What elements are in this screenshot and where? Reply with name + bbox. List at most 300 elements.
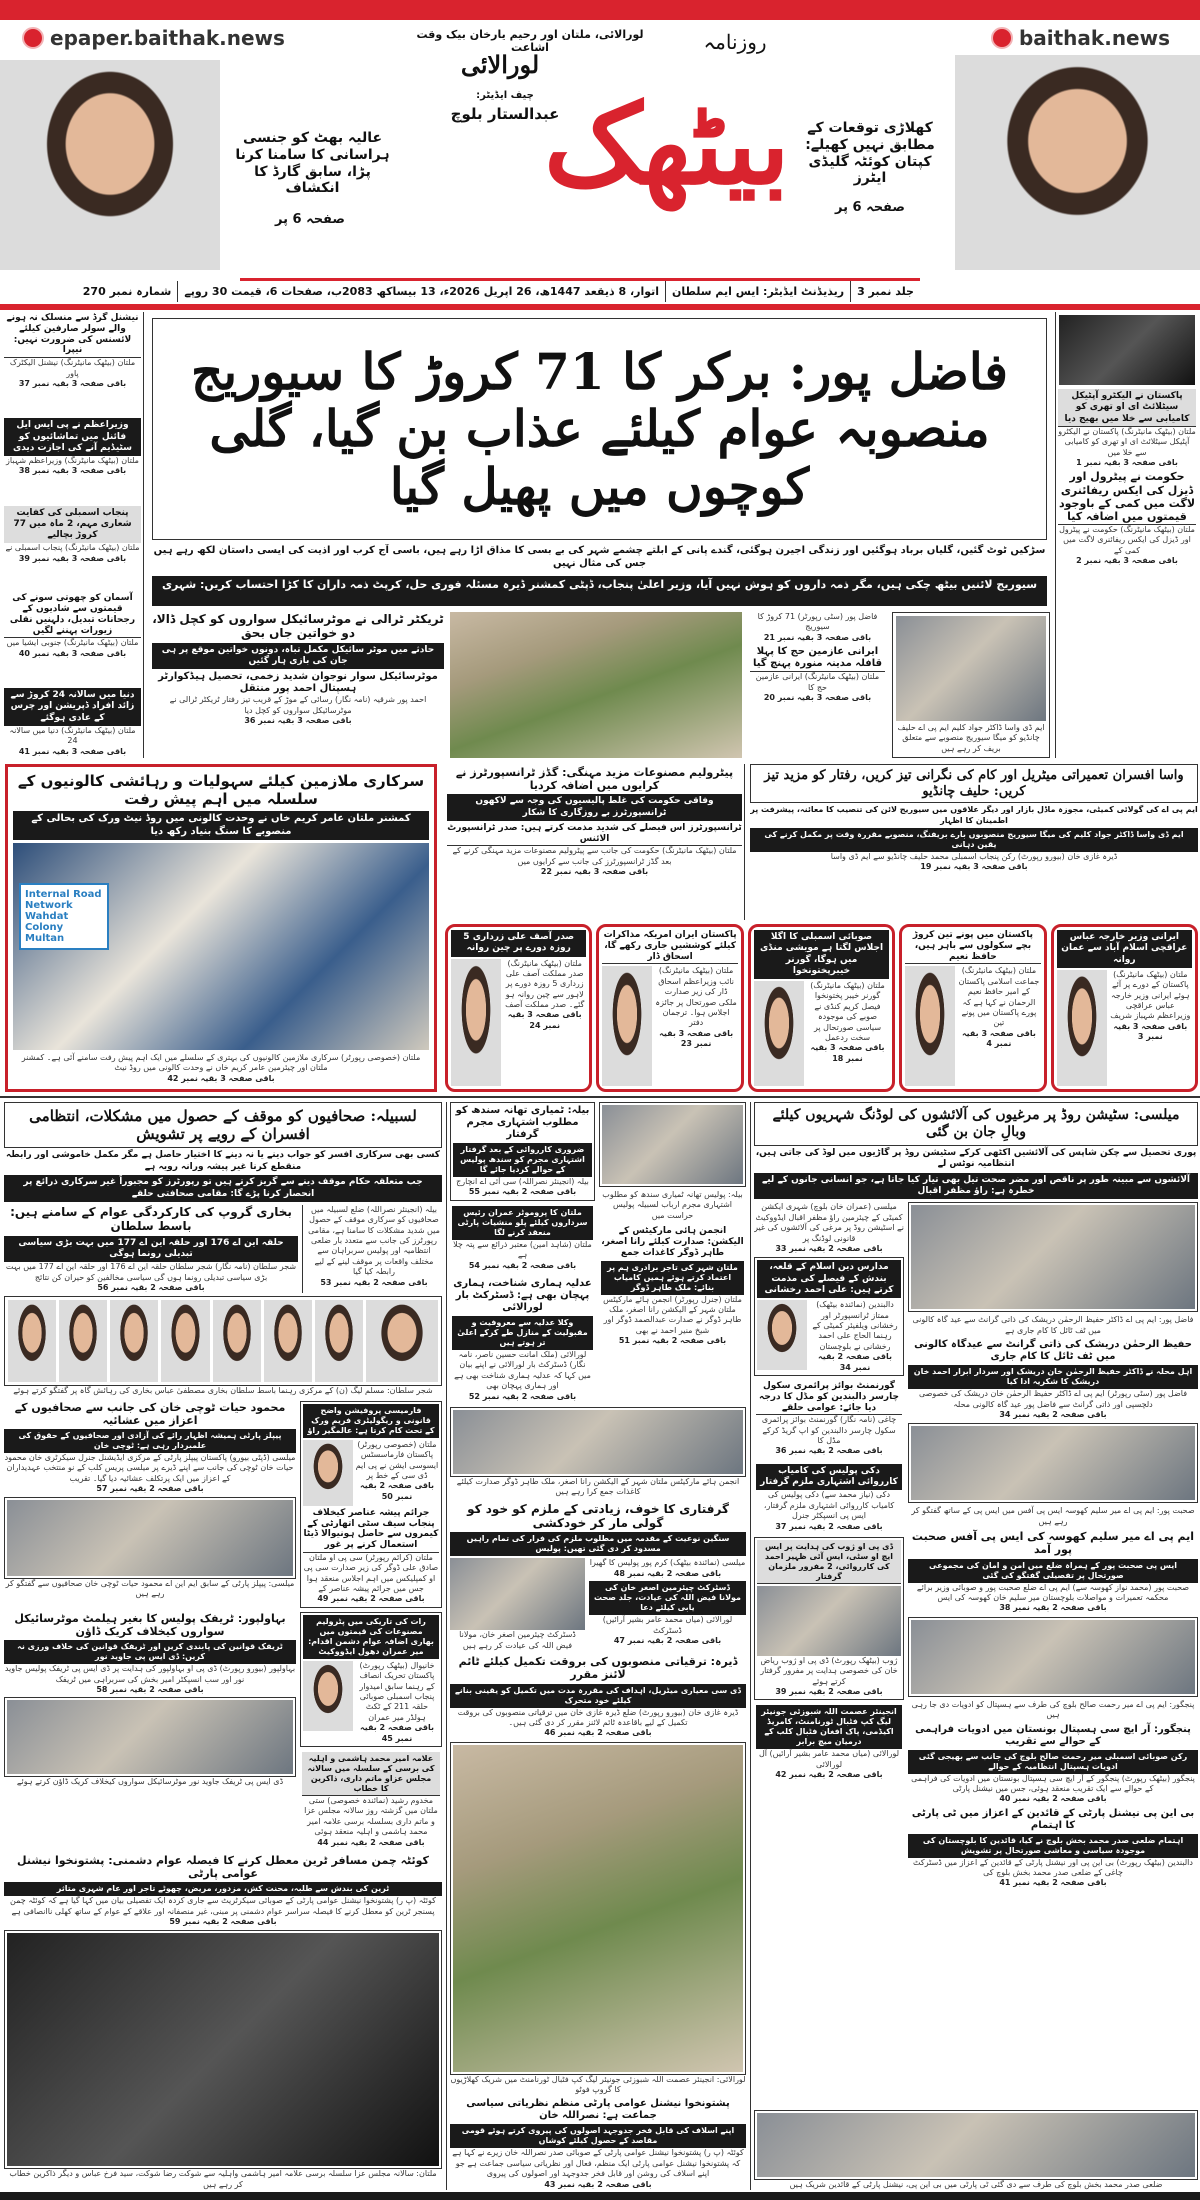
epaper-site-link[interactable] bbox=[22, 26, 285, 50]
bukhari-body: شجر سلطان (نامہ نگار) شجر سلطان حلقہ این اے 176 اور حلقہ این اے 177 میں بہت بڑی سیاسی تبدیلی رونما ہوں گی سیاسی مخالفین کو حیران کن نتائج bbox=[5, 1262, 297, 1282]
profile-headline[interactable]: پاکستان میں پونے تین کروڑ بچے سکولوں سے باہر ہیں، حافظ نعیم bbox=[905, 930, 1040, 964]
arrest-photo bbox=[602, 1105, 743, 1184]
bela-story[interactable] bbox=[450, 1102, 595, 1201]
crime-continued[interactable]: باقی صفحہ 2 بقیہ نمبر 49 bbox=[317, 1594, 425, 1604]
profile-continued[interactable]: باقی صفحہ 3 بقیہ نمبر 23 bbox=[659, 1028, 734, 1049]
sp-office-photo-box bbox=[908, 1423, 1198, 1503]
pharmacy-body: ملتان (خصوصی رپورٹر) پاکستان فارماسسٹس ایسوسی ایشن نے پی ایم ڈی سی کے خط پر bbox=[355, 1439, 439, 1480]
bela-left-col bbox=[450, 1102, 595, 1404]
dera-strap: ڈی سی معیاری میٹریل، اہداف کی مقررہ مدت میں تکمیل کو یقینی بنانے کیلئے خود متحرک bbox=[450, 1684, 746, 1708]
station-strap-1: پوری تحصیل سے چکن شاپس کی آلائشیں اکٹھی کرکے سٹیشن روڈ پر گاڑیوں میں لوڈ کی جاتی ہیں، انتظامیہ نوٹس لے bbox=[755, 1147, 1197, 1170]
petrol-story[interactable] bbox=[300, 1612, 442, 1747]
profile-boxes-row bbox=[445, 924, 1198, 1092]
left-item-continued[interactable]: باقی صفحہ 3 بقیہ نمبر 40 bbox=[18, 648, 127, 658]
profile-box[interactable] bbox=[596, 924, 743, 1092]
chairman-visit-headline[interactable]: ڈسٹرکٹ چیئرمین اصغر خان کی مولانا فیض اللہ کی عیادت، جلد صحت یابی کیلئے دعا bbox=[589, 1581, 746, 1615]
hospital-continued[interactable]: باقی صفحہ 2 بقیہ نمبر 40 bbox=[999, 1794, 1107, 1804]
tractor-strap-2: موٹرسائیکل سوار نوجوان شدید زخمی، تحصیل ہیڈکوارٹر ہسپتال احمد پور منتقل bbox=[158, 671, 438, 695]
bahawalpur-photo-box bbox=[4, 1697, 296, 1777]
portrait-photo bbox=[264, 1300, 312, 1382]
bahawalpur-photo-caption: ڈی ایس پی ٹریفک جاوید نور موٹرسائیکل سواروں کیخلاف کریک ڈاؤن کرتے ہوئے bbox=[16, 1777, 284, 1787]
madaris-body: دالبندین (نمائندہ بیٹھک) ممتاز ٹرانسپورٹر اور رخشانی ویلفیئر کمیٹی کے رہنما الحاج علی احمد رخشانی نے بلوچستان bbox=[812, 1300, 898, 1351]
school-story[interactable] bbox=[754, 1379, 904, 1459]
left-item-body: ملتان (بیٹھک مانیٹرنگ) وزیراعظم شہباز bbox=[6, 456, 139, 466]
featured-strap: کمشنر ملتان عامر کریم خاں نے وحدت کالونی میں روڈ نیٹ ورک کی بحالی کے منصوبے کا سنگ بنیاد رکھ دیا bbox=[13, 811, 429, 840]
sp-office-photo-caption: صحبت پور: ایم پی اے میر سلیم کھوسہ ایس پی آفس میں ایس پی کے ساتھ گفتگو کر رہے ہیں bbox=[911, 1506, 1195, 1526]
editions-line: لورالائی، ملتان اور رحیم یارخان بیک وقت اشاعت bbox=[416, 28, 644, 54]
profile-continued[interactable]: باقی صفحہ 3 بقیہ نمبر 3 bbox=[1113, 1021, 1188, 1042]
pharmacy-photo bbox=[303, 1440, 353, 1506]
left-item-continued[interactable]: باقی صفحہ 3 بقیہ نمبر 37 bbox=[18, 378, 127, 388]
pnap-body: کوئٹہ (پ ر) پشتونخوا نیشنل عوامی پارٹی کے صوبائی صدر نصراللہ خان زیرے نے کہا ہے کہ پشتونخوا نیشنل عوامی پارٹی ایک منظم، فعال اور نظریاتی سیاسی جماعت ہے جو اپنے اسلاف کی روشن اور قابل فخر جدوجہد اور اصولوں کی پیروی bbox=[452, 2148, 744, 2179]
bar-election-photo-box bbox=[450, 1407, 746, 1477]
lasbela-strap-2: جب متعلقہ حکام موقف دینے سے گریز کرتے ہیں تو رپورٹرز کو مجبوراً غیر سرکاری ذرائع پر انحصار کرنا پڑے گا: مقامی صحافتی حلقے bbox=[4, 1175, 442, 1202]
hospital-body: پنجگور (بیٹھک رپورٹ) پنجگور کے آر ایچ سی ہسپتال بونستان میں ادویات کی فراہمی کے حوالے سے ایک تقریب منعقد ہوئی، جس میں نیشنل پارٹی bbox=[911, 1773, 1195, 1793]
station-body: میلسی (عمران خان بلوچ) شہری ایکشن کمیٹی کے چیئرمین راؤ مظفر اقبال ایڈووکیٹ نے اسٹیشن روڈ پر مرغی کی آلائشوں کی غیر قانونی لوڈنگ پر bbox=[754, 1202, 904, 1243]
traffic-police-photo bbox=[7, 1700, 293, 1774]
station-headline[interactable]: میلسی: سٹیشن روڈ پر مرغیوں کی آلائشوں کی لوڈنگ شہریوں کیلئے وبالِ جان بن گئی bbox=[754, 1102, 1198, 1146]
right-item-body: ملتان (بیٹھک مانیٹرنگ) حکومت نے پیٹرول اور ڈیزل کی ایکس ریفائنری لاگت میں کمی کے bbox=[1059, 525, 1195, 555]
judiciary-story[interactable] bbox=[450, 1276, 595, 1404]
column-divider bbox=[750, 1102, 751, 2190]
tractor-story[interactable] bbox=[152, 612, 444, 758]
medical-strap: ایس پی صحبت پور کے ہمراہ ضلع میں امن و امان کی مجموعی صورتحال پر تفصیلی گفتگو کی گئی bbox=[908, 1559, 1198, 1583]
mahmood-photo-caption: میلسی: پیپلز پارٹی کے سابق ایم این اے محمود حیات ٹوچی خان صحافیوں سے گفتگو کر رہے ہیں bbox=[5, 1578, 295, 1599]
lasbela-bukhari-row bbox=[4, 1205, 442, 1293]
mahmood-continued[interactable]: باقی صفحہ 2 بقیہ نمبر 57 bbox=[96, 1484, 204, 1494]
sewage-flood-photo bbox=[450, 612, 742, 758]
bnp-body: دالبندین (بیٹھک رپورٹ) بی این پی اور نیشنل پارٹی کے قائدین کے اعزاز میں ڈسٹرکٹ چاغی کے ضلعی صدر محمد بخش بلوچ کی bbox=[913, 1857, 1193, 1878]
station-strap-2: آلائشوں سے مبینہ طور پر ناقص اور مضر صحت تیل بھی تیار کیا جاتا ہے، جو انسانی جانوں کے لیے خطرہ ہے: راؤ مظفر اقبال bbox=[754, 1173, 1198, 1200]
football-photo-box bbox=[450, 1742, 746, 2075]
site-url[interactable]: baithak.news bbox=[1018, 26, 1170, 50]
profile-continued[interactable]: باقی صفحہ 3 بقیہ نمبر 4 bbox=[961, 1028, 1036, 1049]
lead-headline[interactable]: فاضل پور: برکر کا 71 کروڑ کا سیوریج منصوبہ عوام کیلئے عذاب بن گیا، گلی کوچوں میں پھیل گیا bbox=[190, 341, 1009, 516]
right-item-body: ملتان (بیٹھک مانیٹرنگ) پاکستان نے الیکٹرو آپٹیکل سیٹلائٹ ای او تھری کو کامیابی سے خلا میں bbox=[1058, 426, 1196, 457]
profile-headline[interactable]: ایرانی وزیر خارجہ عباس عراقچی اسلام آباد سے عمان روانہ bbox=[1057, 930, 1192, 968]
bahawalpur-headline[interactable]: بہاولپور: ٹریفک پولیس کا بغیر ہیلمٹ موٹرسائیکل سواروں کیخلاف کریک ڈاؤن bbox=[14, 1611, 286, 1639]
mahmood-story[interactable] bbox=[4, 1401, 296, 1608]
bottom-bar bbox=[0, 2192, 1200, 2200]
section-divider bbox=[0, 1096, 1200, 1098]
suicide-strap: سنگین نوعیت کے مقدمہ میں مطلوب ملزم کی فرار کی تمام راہیں مسدود کر دی گئی تھیں: پولیس bbox=[450, 1532, 746, 1556]
column-c-narrow bbox=[754, 1202, 904, 2106]
left-item[interactable] bbox=[2, 592, 143, 660]
crime-body: ملتان (کرائم رپورٹر) سی پی او ملتان صادق علی ڈوگر کی زیر صدارت سی پی او کمپلیکس میں اہم اجلاس منعقد ہوا جس میں جرائم پیشہ عناصر کے bbox=[303, 1552, 439, 1594]
madaris-continued[interactable]: باقی صفحہ 2 بقیہ نمبر 34 bbox=[818, 1352, 892, 1372]
majlis-photo-box bbox=[4, 1930, 442, 2169]
portrait-photo bbox=[315, 1300, 363, 1382]
chief-editor-name: عبدالستار بلوچ bbox=[450, 105, 560, 123]
left-item-body: ملتان (بیٹھک مانیٹرنگ) پنجاب اسمبلی نے bbox=[5, 543, 140, 553]
right-item-headline[interactable]: پاکستان نے الیکٹرو آپٹیکل سیٹلائٹ ای او تھری کو کامیابی سے خلا میں بھیج دیا bbox=[1058, 389, 1196, 427]
profile-photo bbox=[602, 966, 652, 1086]
red-rule-bottom bbox=[0, 304, 1200, 310]
football-team-photo bbox=[453, 1745, 743, 2072]
lower-column-c bbox=[754, 1102, 1198, 2190]
sewerage-story[interactable] bbox=[750, 764, 1198, 920]
pharmacy-headline[interactable]: فارمیسی پروفیشن واضح قانونی و ریگولیٹری فریم ورک کے تحت کام کرتا ہے: عالمگیر راؤ bbox=[303, 1404, 439, 1438]
petrol-headline[interactable]: رات کی تاریکی میں پٹرولیم مصنوعات کی قیمتوں میں بھاری اضافہ عوام دشمن اقدام: میر عمران دھول ایڈووکیٹ bbox=[303, 1615, 439, 1659]
left-item[interactable] bbox=[2, 417, 143, 478]
suicide-body: میلسی (نمائندہ بیٹھک) کرم پور پولیس کا گھیرا bbox=[589, 1558, 746, 1568]
multan-race-body: ملتان (شاہد امین) معتبر ذرائع سے پتہ چلا ہے bbox=[453, 1239, 592, 1260]
profile-headline[interactable]: صوبائی اسمبلی کا اگلا اجلاس لگتا ہے مویشی منڈی میں ہوگا، گورنر خیبرپختونخوا bbox=[754, 930, 889, 979]
madaris-headline[interactable]: مدارس دین اسلام کے قلعہ، بندش کے فیصلے کی مذمت کرتے ہیں: علی احمد رخشانی bbox=[757, 1260, 901, 1298]
station-body-col bbox=[754, 1202, 904, 1254]
judiciary-strap: وکلا عدلیہ سے معروفیت و مقبولیت کے منازل طے کرکے اعلیٰ تر ہوتے ہیں bbox=[452, 1316, 593, 1350]
portrait-photo bbox=[161, 1300, 209, 1382]
chairman-visit-continued[interactable]: باقی صفحہ 2 بقیہ نمبر 47 bbox=[613, 1636, 722, 1646]
bar-election-continued[interactable]: باقی صفحہ 2 بقیہ نمبر 51 bbox=[618, 1336, 727, 1346]
bukhari-continued[interactable]: باقی صفحہ 2 بقیہ نمبر 56 bbox=[97, 1282, 205, 1292]
dugi-police-story[interactable] bbox=[754, 1462, 904, 1534]
portrait-photo bbox=[213, 1300, 261, 1382]
right-item-continued[interactable]: باقی صفحہ 3 بقیہ نمبر 1 bbox=[1076, 457, 1178, 467]
sewerage-strap-1: ایم پی اے کی گولائی کمیٹی، مجوزہ ماڈل بازار اور دیگر علاقوں میں سیوریج لائن کی تنصیب کا معائنہ، پیشرفت پر اطمینان کا اظہار bbox=[750, 805, 1198, 825]
pnap-story[interactable] bbox=[450, 2098, 746, 2190]
petrol-photo bbox=[303, 1661, 353, 1731]
lead-headline-box[interactable] bbox=[152, 318, 1047, 540]
teaser-right-headline[interactable]: کھلاڑی توقعات کے مطابق نہیں کھیلے: کپتان کوئٹہ گلیڈی ایٹرز bbox=[805, 120, 935, 187]
profile-continued[interactable]: باقی صفحہ 3 بقیہ نمبر 24 bbox=[507, 1010, 582, 1030]
left-item-body: ملتان (بیٹھک مانیٹرنگ) دنیا میں سالانہ 24 bbox=[9, 725, 136, 746]
dpo-continued[interactable]: باقی صفحہ 2 بقیہ نمبر 39 bbox=[775, 1687, 883, 1697]
station-photo-box bbox=[908, 1202, 1198, 1312]
multan-race-headline[interactable]: ملتان کا پروموٹر عمران رئیس سرداروں کیلئے پلو منشیات پارٹی منعقد کرنے لگا bbox=[452, 1206, 593, 1240]
profile-body: ملتان (بیٹھک مانیٹرنگ) جماعت اسلامی پاکستان کے امیر حافظ نعیم الرحمان نے کہا ہے کہ پورے پاکستان میں پونے تین bbox=[958, 966, 1040, 1028]
teaser-left-headline[interactable]: عالیہ بھٹ کو جنسی ہراسانی کا سامنا کرنا پڑا، سابق گارڈ کا انکشاف bbox=[235, 130, 390, 197]
left-item-body: ملتان (بیٹھک مانیٹرنگ) جنوبی ایشیا میں bbox=[6, 638, 139, 648]
tractor-headline[interactable]: ٹریکٹر ٹرالی نے موٹرسائیکل سواروں کو کچل ڈالا، دو خواتین جاں بحق bbox=[152, 612, 444, 641]
school-continued[interactable]: باقی صفحہ 2 بقیہ نمبر 36 bbox=[775, 1446, 883, 1456]
football-headline[interactable]: انجینئر عصمت اللہ شبوزئی جونیئر لیگ کپ فٹبال ٹورنامنٹ، کامریڈ اکیڈمی، پاک افغان فٹبال کلب کے درمیان میچ برابر bbox=[756, 1705, 902, 1749]
majlis-headline[interactable]: علامہ امیر محمد ہاشمی و اہلیہ کی برسی کے سلسلہ میں سالانہ مجلس عزاو ماتم داری، ذاکرین کا خطاب bbox=[302, 1752, 440, 1796]
teaser-right-photo bbox=[955, 55, 1200, 270]
medicine-handover-photo bbox=[911, 1620, 1195, 1694]
teaser-right-page-ref[interactable]: صفحہ 6 پر bbox=[835, 200, 905, 215]
chief-editor-label: چیف ایڈیٹر: bbox=[476, 90, 534, 101]
transport-story[interactable] bbox=[445, 764, 745, 920]
bar-election-strap: ملتان شہر کی تاجر برادری ہم پر اعتماد کرتے ہوئے ہمیں کامیاب بنائے: ملک طاہر ڈوگر bbox=[601, 1261, 744, 1295]
tea-party-photo-caption: ضلعی صدر محمد بخش بلوچ کی طرف سے دی گئی ٹی پارٹی میں بی این پی، نیشنل پارٹی کے قائدین شریک ہیں bbox=[789, 2179, 1163, 2189]
football-story[interactable] bbox=[754, 1703, 904, 1782]
globe-icon bbox=[22, 27, 44, 49]
profile-box[interactable] bbox=[748, 924, 895, 1092]
mahmood-photo-box bbox=[4, 1497, 296, 1579]
satellite-photo bbox=[1059, 315, 1195, 385]
bukhari-headline[interactable]: بخاری گروپ کی کارکردگی عوام کے سامنے ہیں: باسط سلطان bbox=[10, 1204, 292, 1234]
meeting-photo-caption: ایم ڈی واسا ڈاکٹر جواد کلیم ایم پی اے حلیف چانڈیو کو میگا سیوریج منصوبے سے متعلق بریف کر رہے ہیں bbox=[897, 722, 1045, 753]
bela-body: بیلہ (انجینئر نصراللہ) سی آئی اے انچارج bbox=[456, 1177, 589, 1186]
mahmood-headline[interactable]: محمود حیات ٹوچی خان کی جانب سے صحافیوں کے اعزاز میں عشائیہ bbox=[14, 1400, 286, 1427]
epaper-url[interactable]: epaper.baithak.news bbox=[50, 26, 285, 50]
medical-continued[interactable]: باقی صفحہ 2 بقیہ نمبر 38 bbox=[999, 1603, 1107, 1613]
quetta-train-story[interactable] bbox=[4, 1854, 442, 1928]
dera-story[interactable] bbox=[450, 1655, 746, 1739]
suicide-continued[interactable]: باقی صفحہ 2 بقیہ نمبر 48 bbox=[613, 1568, 722, 1578]
dugi-police-continued[interactable]: باقی صفحہ 2 بقیہ نمبر 37 bbox=[775, 1521, 883, 1531]
left-item-continued[interactable]: باقی صفحہ 3 بقیہ نمبر 38 bbox=[18, 466, 127, 476]
meeting-photo bbox=[896, 616, 1046, 721]
majlis-photo bbox=[7, 1933, 439, 2166]
lead-body: فاضل پور (سٹی رپورٹر) 71 کروڑ کا سیوریج bbox=[757, 612, 878, 632]
profile-photo bbox=[905, 966, 955, 1086]
sewerage-headline[interactable]: واسا افسران تعمیراتی میٹریل اور کام کی نگرانی تیز کریں، رفتار کو مزید تیز کریں: حلیف چانڈیو bbox=[750, 764, 1198, 803]
foundation-plaque: Internal Road Network Wahdat Colony Multan bbox=[19, 883, 109, 950]
lead-strap-1: سڑکیں ٹوٹ گئیں، گلیاں برباد ہوگئیں اور زندگی اجیرن ہوگئی، گندے پانی کے ابلتے چشمے شہر کی بے بسی کا مذاق اڑا رہے ہیں، باسی آج کرب اور اذیت کی ایسی داستان لکھ رہے ہیں جس کی مثال نہیں bbox=[153, 545, 1046, 569]
right-item-headline[interactable]: حکومت نے پیٹرول اور ڈیزل کی ایکس ریفائنری لاگت میں کمی کے باوجود قیمتوں میں اضافہ کیا bbox=[1058, 470, 1196, 525]
right-item-continued[interactable]: باقی صفحہ 3 بقیہ نمبر 2 bbox=[1076, 556, 1178, 566]
profile-body: ملتان (بیٹھک مانیٹرنگ) پاکستان کے دورے پر آئے ہوئے ایرانی وزیر خارجہ عباس عراقچی وزیراعظم شہباز شریف bbox=[1110, 969, 1191, 1021]
profile-box[interactable] bbox=[899, 924, 1046, 1092]
dpo-headline[interactable]: ڈی پی او ژوب کی ہدایت پر ایس ایچ او سٹی، ایس آئی ظہیر احمد کی کارروائی، 2 مفرور ملزمان گرفتار bbox=[757, 1540, 901, 1584]
profile-box[interactable] bbox=[445, 924, 592, 1092]
lower-column-b bbox=[450, 1102, 746, 2190]
profile-body: ملتان (بیٹھک مانیٹرنگ) گورنر خیبر پختونخوا فیصل کریم کنڈی نے صوبے کی موجودہ سیاسی صورتحال پر سخت ردعمل bbox=[810, 981, 885, 1042]
profile-photo bbox=[451, 959, 501, 1087]
globe-icon bbox=[991, 27, 1013, 49]
dpo-body: ژوب (بیٹھک رپورٹ) ڈی پی او ژوب ریاض خان کی خصوصی ہدایت پر مفرور گرفتار کرتے ہوئے bbox=[760, 1655, 898, 1686]
school-headline[interactable]: گورنمنٹ بوائز پرائمری سکول چارسر دالبندین کو مڈل کا درجہ دیا جائے: عوامی حلقے bbox=[756, 1381, 902, 1415]
bahawalpur-continued[interactable]: باقی صفحہ 2 بقیہ نمبر 58 bbox=[96, 1685, 204, 1695]
chairman-visit-caption: ڈسٹرکٹ چیئرمین اصغر خان، مولانا فیض اللہ کی عیادت کر رہے ہیں bbox=[459, 1630, 576, 1650]
transport-headline[interactable]: پیٹرولیم مصنوعات مزید مہنگی: گڈز ٹرانسپورٹرز نے کرایوں میں اضافہ کردیا bbox=[455, 766, 734, 793]
profile-box[interactable] bbox=[1051, 924, 1198, 1092]
portrait-photo bbox=[366, 1300, 438, 1382]
featured-headline[interactable]: سرکاری ملازمین کیلئے سہولیات و رہائشی کالونیوں کے سلسلہ میں اہم پیش رفت bbox=[17, 772, 425, 808]
suicide-story[interactable] bbox=[450, 1502, 746, 1652]
hospital-headline[interactable]: پنجگور: آر ایچ سی ہسپتال بونستان میں ادویات فراہمی کے حوالے سے تقریب bbox=[915, 1723, 1191, 1747]
profile-photo bbox=[1057, 970, 1107, 1086]
profile-headline[interactable]: صدر آصف علی زرداری 5 روزہ دورے پر چین روانہ bbox=[451, 930, 586, 957]
bela-photo-caption: بیلہ: پولیس تھانہ ٹمیاری سندھ کو مطلوب اشتہاری مجرم ارباب لسبیلہ پولیس حراست میں bbox=[602, 1190, 743, 1220]
right-item[interactable] bbox=[1056, 388, 1198, 469]
left-item[interactable] bbox=[2, 312, 143, 390]
transport-strap-1: وفاقی حکومت کی غلط پالیسیوں کی وجہ سے لاکھوں ٹرانسپورٹرز بے روزگاری کا شکار bbox=[447, 794, 742, 821]
suicide-headline[interactable]: گرفتاری کا خوف، زیادتی کے ملزم کو خود کو گولی مار کر خودکشی bbox=[467, 1501, 729, 1531]
column-divider bbox=[446, 1102, 447, 2190]
left-item-headline[interactable]: نیشنل گرڈ سے منسلک نہ ہونے والے سولر صارفین کیلئے لائسنس کی ضرورت نہیں: نیپرا bbox=[4, 313, 141, 358]
featured-photo bbox=[13, 843, 429, 1050]
dera-continued[interactable]: باقی صفحہ 2 بقیہ نمبر 46 bbox=[544, 1728, 652, 1738]
tuff-tile-headline[interactable]: حفیظ الرحمٰن دریشک کی ذاتی گرانٹ سے عیدگاہ کالونی میں ٹف ٹائل کا کام جاری bbox=[914, 1339, 1192, 1363]
medicine-photo-caption: پنجگور: ایم پی اے میر رحمت صالح بلوچ کی طرف سے ہسپتال کو ادویات دی جا رہی ہیں bbox=[911, 1699, 1195, 1720]
madaris-photo bbox=[757, 1300, 807, 1370]
issue-number: شمارہ نمبر 270 bbox=[82, 285, 172, 298]
profile-headline[interactable]: پاکستان ایران امریکہ مذاکرات کیلئے کوششیں جاری رکھے گا، اسحاق ڈار bbox=[602, 930, 737, 964]
left-item-headline[interactable]: وزیراعظم نے پی ایس ایل فائنل میں تماشائیوں کو سٹیڈیم آنے کی اجازت دیدی bbox=[4, 418, 141, 456]
tuff-tile-continued[interactable]: باقی صفحہ 2 بقیہ نمبر 34 bbox=[999, 1410, 1107, 1420]
bukhari-story[interactable] bbox=[4, 1205, 298, 1293]
dugi-police-headline[interactable]: دکی پولیس کی کامیاب کارروائی اشتہاری ملزم گرفتار bbox=[756, 1464, 902, 1491]
madaris-story[interactable] bbox=[754, 1257, 904, 1375]
football-continued[interactable]: باقی صفحہ 2 بقیہ نمبر 42 bbox=[775, 1770, 883, 1780]
lasbela-continued[interactable]: باقی صفحہ 2 بقیہ نمبر 53 bbox=[320, 1277, 428, 1287]
judiciary-headline[interactable]: عدلیہ ہماری شناخت، ہماری پہچان بھی ہے: ڈسٹرکٹ بار لورالائی bbox=[453, 1277, 592, 1313]
bukhari-photo-caption: شجر سلطان: مسلم لیگ (ن) کے مرکزی رہنما باسط سلطان بخاری مصطفیٰ عباس بخاری کی رہائش گاہ پر گفتگو کرتے ہوئے bbox=[13, 1386, 433, 1396]
hospital-story[interactable] bbox=[908, 1724, 1198, 1805]
station-photo-caption: فاضل پور: ایم پی اے ڈاکٹر حفیظ الرحمٰن دریشک کی ذاتی گرانٹ سے عید گاہ کالونی میں ٹف ٹائل کا کام جاری ہے bbox=[912, 1315, 1194, 1335]
judiciary-body: لورالائی (ملک امانت حسین ناصر، نامہ نگار) ڈسٹرکٹ بار لورالائی نے اپنے بیان میں کہا کہ عدلیہ ہماری شناخت بھی ہے اور ہماری پہچان بھی bbox=[454, 1349, 591, 1391]
portrait-photo bbox=[59, 1300, 107, 1382]
site-link[interactable] bbox=[991, 26, 1170, 50]
transport-body: ملتان (بیٹھک مانیٹرنگ) حکومت کی جانب سے پیٹرولیم مصنوعات مزید مہنگی کرنے کے بعد گڈز ٹرانسپورٹرز کی جانب سے کرایوں میں bbox=[452, 846, 737, 866]
profile-continued[interactable]: باقی صفحہ 3 بقیہ نمبر 18 bbox=[810, 1043, 885, 1063]
left-item-headline[interactable]: آسمان کو چھوتی سونے کی قیمتوں سے شادیوں کے رجحانات تبدیل، دلہنیں نقلی زیورات پہننے لگیں bbox=[4, 593, 141, 638]
school-body: چاغی (نامہ نگار) گورنمنٹ بوائز پرائمری سکول چارسر دالبندین کو اپ گریڈ کرکے مڈل کا bbox=[761, 1415, 897, 1446]
volume-number: جلد نمبر 3 bbox=[850, 281, 920, 302]
medical-story[interactable] bbox=[908, 1530, 1198, 1614]
left-item-headline[interactable]: دنیا میں سالانہ 24 کروڑ سے زائد افراد ڈپریشن اور چرس کے عادی ہوگئے bbox=[4, 688, 141, 726]
iran-hajj-body: ملتان (بیٹھک مانیٹرنگ) ایرانی عازمین حج کا bbox=[755, 672, 880, 692]
dpo-story[interactable] bbox=[754, 1537, 904, 1701]
sp-office-photo bbox=[911, 1426, 1195, 1500]
station-continued[interactable]: باقی صفحہ 2 بقیہ نمبر 33 bbox=[775, 1244, 883, 1254]
bukhari-photo-strip bbox=[4, 1296, 442, 1386]
pnap-headline[interactable]: پشتونخوا نیشنل عوامی پارٹی منظم نظریاتی سیاسی جماعت ہے: نصراللہ خان bbox=[466, 2098, 730, 2122]
lead-body-column bbox=[750, 612, 885, 758]
multan-race-story[interactable] bbox=[450, 1204, 595, 1273]
teaser-left-page-ref[interactable]: صفحہ 6 پر bbox=[275, 212, 345, 227]
bela-photo-box bbox=[599, 1102, 746, 1187]
bar-election-headline[interactable]: انجمن ہائی مارکیٹس کے الیکشن: صدارت کیلئے رانا اصغر، طاہر ڈوگر کاغذات جمع bbox=[601, 1226, 744, 1258]
majlis-continued[interactable]: باقی صفحہ 2 بقیہ نمبر 44 bbox=[317, 1837, 425, 1847]
bar-election-story[interactable] bbox=[599, 1224, 746, 1348]
right-news-column bbox=[1055, 312, 1198, 758]
dera-body: ڈیرہ غازی خان (بیورو رپورٹ) ضلع ڈیرہ غازی خان میں ترقیاتی منصوبوں کی بروقت تکمیل کے لیے باقاعدہ ٹائم لائنز مقرر کر دی گئی ہیں۔ bbox=[457, 1707, 739, 1728]
left-item-body: ملتان (بیٹھک مانیٹرنگ) نیشنل الیکٹرک پاور bbox=[9, 358, 136, 378]
tea-party-photo bbox=[757, 2113, 1195, 2177]
tea-party-photo-box bbox=[754, 2110, 1198, 2180]
bela-right-col bbox=[599, 1102, 746, 1404]
crime-headline[interactable]: جرائم پیشہ عناصر کیخلاف پنجاب سیف سٹی اتھارٹی کے کیمروں سے حاصل ہونیوالا ڈیٹا استعمال کرنے پر غور bbox=[303, 1508, 439, 1553]
chairman-visit-body: لورالائی (میاں محمد عامر بشیر آرائیں) ڈسٹرکٹ bbox=[602, 1615, 733, 1635]
profile-photo bbox=[754, 981, 804, 1086]
football-body: لورالائی (میاں محمد عامر بشیر آرائیں) آل لورالائی bbox=[758, 1749, 900, 1769]
left-item[interactable] bbox=[2, 505, 143, 566]
transport-strap-2: ٹرانسپورٹرز اس فیصلے کی شدید مذمت کرتے ہیں: صدر ٹرانسپورٹ الائنس bbox=[447, 823, 742, 847]
tractor-strap-1: حادثے میں موٹر سائیکل مکمل تباہ، دونوں خواتین موقع پر ہی جان کی بازی ہار گئیں bbox=[152, 643, 444, 670]
mahmood-body: میلسی (ڈپٹی بیورو) پاکستان پیپلز پارٹی کے مرکزی ایڈیشنل جنرل سیکرٹری خان محمود حیات خان ٹوچی کی جانب سے اپنے ڈیرے پر میلسی پریس کلب کے نو منتخب عہدیداران کے اعزاز میں ایک پرتکلف عشائیہ دیا گیا۔ تقریب bbox=[4, 1453, 296, 1483]
lasbela-body-col bbox=[302, 1205, 442, 1293]
bahawalpur-body: بہاولپور (بیورو رپورٹ) ڈی پی او بہاولپور کی ہدایت پر ڈی ایس پی ٹریفک پولیس جاوید نور اور سب انسپکٹر امیر بخش کی سربراہی میں ٹریفک bbox=[4, 1664, 296, 1684]
profile-body: ملتان (بیٹھک مانیٹرنگ) نائب وزیراعظم اسحاق ڈار کی زیر صدارت ملکی صورتحال پر جائزہ اجلاس ہوا۔ ترجمان دفتر bbox=[655, 966, 737, 1028]
masthead-top-bar bbox=[0, 0, 1200, 20]
left-item[interactable] bbox=[2, 687, 143, 758]
tuff-tile-story[interactable] bbox=[908, 1339, 1198, 1420]
quetta-train-headline[interactable]: کوئٹہ چمن مسافر ٹرین معطل کرنے کا فیصلہ عوام دشمنی: پشتونخوا نیشنل عوامی پارٹی bbox=[17, 1853, 429, 1881]
dpo-photo bbox=[757, 1586, 901, 1656]
pharmacy-story[interactable] bbox=[300, 1401, 442, 1608]
vehicle-photo bbox=[911, 1205, 1195, 1309]
pnap-continued[interactable]: باقی صفحہ 2 بقیہ نمبر 43 bbox=[544, 2179, 652, 2189]
medical-headline[interactable]: ایم پی اے میر سلیم کھوسہ کی ایس پی آفس صحبت پور آمد bbox=[911, 1530, 1195, 1557]
daily-label: روزنامہ bbox=[703, 30, 767, 54]
hospital-visit-photo bbox=[450, 1558, 585, 1630]
newspaper-title-logo: بیٹھک bbox=[543, 80, 790, 209]
quetta-train-strap: ٹرین کی بندش سے طلبہ، محنت کش، مزدور، مریض، چھوٹے تاجر اور عام شہری متاثر bbox=[4, 1882, 442, 1896]
profile-body: ملتان (بیٹھک مانیٹرنگ) صدر مملکت آصف علی زرداری 5 روزہ دورے پر لاہور سے چین روانہ ہو گئے۔ صدر مملکت آصف bbox=[505, 958, 585, 1010]
column-c-body bbox=[754, 1202, 1198, 2106]
issue-bar bbox=[82, 278, 920, 302]
bnp-continued[interactable]: باقی صفحہ 2 بقیہ نمبر 41 bbox=[999, 1878, 1107, 1888]
bnp-story[interactable] bbox=[908, 1808, 1198, 1889]
iran-hajj-headline[interactable]: ایرانی عازمین حج کا پہلا قافلہ مدینہ منورہ پہنچ گیا bbox=[750, 646, 885, 672]
bahawalpur-story[interactable] bbox=[4, 1612, 296, 1850]
sewerage-body: ڈیرہ غازی خان (بیورو رپورٹ) رکن پنجاب اسمبلی محمد حلیف چانڈیو سے ایم ڈی واسا bbox=[830, 851, 1118, 861]
bela-strap: ضروری کارروائی کے بعد گرفتار اشتہاری مجرم کو سندھ پولیس کے حوالے کردیا جائے گا bbox=[453, 1143, 592, 1177]
resident-editor: ریذیڈنٹ ایڈیٹر: ایس ایم سلطان bbox=[665, 281, 850, 302]
lead-strap-2: سیوریج لائنیں بیٹھ چکی ہیں، مگر ذمہ داروں کو ہوش نہیں آیا، وزیر اعلیٰ پنجاب، ڈپٹی کمشنر ڈیرہ مسئلہ فوری حل، کرپٹ ذمہ داران کا کڑا احتساب کریں: شہری bbox=[152, 576, 1047, 606]
edition-city: لورالائی bbox=[460, 50, 540, 79]
left-news-column bbox=[2, 312, 144, 758]
transport-continued[interactable]: باقی صفحہ 3 بقیہ نمبر 22 bbox=[540, 867, 649, 877]
bar-election-photo bbox=[453, 1410, 743, 1474]
majlis-body: مخدوم رشید (نمائندہ خصوصی) ستی ملتان میں گزشتہ روز سالانہ مجلس عزا و ماتم داری بسلسلہ برسی علامہ امیر محمد ہاشمی و اہلیہ منعقد ہوئی bbox=[304, 1795, 438, 1837]
dera-headline[interactable]: ڈیرہ: ترقیاتی منصوبوں کی بروقت تکمیل کیلئے ٹائم لائنز مقرر bbox=[458, 1655, 738, 1682]
mahmood-pharmacy-row bbox=[4, 1401, 442, 1608]
featured-story-box[interactable] bbox=[5, 764, 437, 1092]
bahawalpur-strap: ٹریفک قوانین کی پابندی کریں اور ٹریفک قوانین کی خلاف ورزی نہ کریں: ڈی ایس پی جاوید نور bbox=[4, 1640, 296, 1664]
sewerage-strap-2: ایم ڈی واسا ڈاکٹر جواد کلیم کی میگا سیوریج منصوبوں بارے بریفنگ، منصوبے مقررہ وقت پر مکمل کرنے کی یقین دہانی bbox=[750, 828, 1198, 852]
lower-column-a bbox=[4, 1102, 442, 2190]
left-item-headline[interactable]: پنجاب اسمبلی کی کفایت شعاری مہم، 2 ماہ میں 77 کروڑ بچالیے bbox=[4, 506, 141, 544]
majlis-photo-caption: ملتان: سالانہ مجلس عزا سلسلہ برسی علامہ امیر ہاشمی واہلیہ سے شوکت رضا شوکت، سید فرخ عباس و دیگر ذاکرین خطاب کر رہے ہیں bbox=[9, 2169, 437, 2189]
mahmood-strap: پیپلز پارٹی ہمیشہ اظہار رائے کی آزادی اور صحافیوں کے حقوق کی علمبردار رہی ہے: ٹوچی خان bbox=[4, 1429, 296, 1453]
portrait-photo bbox=[8, 1300, 56, 1382]
tuff-tile-body: فاضل پور (سٹی رپورٹر) ایم پی اے ڈاکٹر حفیظ الرحمٰن خان دریشک کی خصوصی دلچسپی اور ذاتی گرانٹ سے فاضل پور عید گاہ کالونی محلہ bbox=[918, 1389, 1188, 1409]
multan-race-continued[interactable]: باقی صفحہ 2 بقیہ نمبر 54 bbox=[468, 1260, 577, 1270]
petrol-continued[interactable]: باقی صفحہ 2 بقیہ نمبر 45 bbox=[360, 1723, 434, 1743]
left-item-continued[interactable]: باقی صفحہ 3 بقیہ نمبر 39 bbox=[18, 553, 127, 563]
bela-continued[interactable]: باقی صفحہ 2 بقیہ نمبر 55 bbox=[468, 1187, 577, 1197]
bnp-strap: اہتمام ضلعی صدر محمد بخش بلوچ نے کیا، قائدین کا بلوچستان کی موجودہ سیاسی و معاشی صورتحال پر تشویش bbox=[908, 1834, 1198, 1858]
football-photo-caption: لورالائی: انجینئر عصمت اللہ شبوزئی جونیئر لیگ کپ فٹبال ٹورنامنٹ میں شریک کھلاڑیوں کا گروپ فوٹو bbox=[450, 2074, 746, 2095]
judiciary-continued[interactable]: باقی صفحہ 2 بقیہ نمبر 52 bbox=[468, 1391, 577, 1401]
bnp-headline[interactable]: بی این پی نیشنل پارٹی کے قائدین کے اعزاز میں ٹی پارٹی کا اہتمام bbox=[911, 1807, 1195, 1831]
lasbela-body: بیلہ (انجینئر نصراللہ) ضلع لسبیلہ میں صحافیوں کو سرکاری موقف کے حصول میں شدید مشکلات کا سامنا ہے، مقامی رپورٹرز کی جانب سے متعدد بار ضلعی انتظامیہ اور پولیس سربراہان سے مختلف واقعات پر موقف لینے کے لیے رابطہ کیا گیا bbox=[308, 1204, 440, 1277]
pnap-strap: اپنے اسلاف کی قابل فخر جدوجہد اصولوں کی پیروی کرتے ہوئے قومی مقاصد کے حصول کیلئے کوشاں bbox=[450, 2124, 746, 2148]
column-c-wide bbox=[908, 1202, 1198, 2106]
petrol-body: خانیوال (بیٹھک رپورٹ) پاکستان تحریک انصاف کے رہنما سابق امیدوار پنجاب اسمبلی صوبائی حلقہ 211 کے ٹکٹ ہولڈر میر عمران bbox=[359, 1660, 435, 1722]
quetta-train-continued[interactable]: باقی صفحہ 2 بقیہ نمبر 59 bbox=[169, 1917, 277, 1927]
tuff-tile-strap: اہل محلہ نے ڈاکٹر حفیظ الرحمٰن خان دریشک اور سردار ابرار احمد خان دریشک کا شکریہ ادا کیا bbox=[908, 1365, 1198, 1389]
lead-continued[interactable]: باقی صفحہ 3 بقیہ نمبر 21 bbox=[763, 632, 872, 642]
left-item-continued[interactable]: باقی صفحہ 3 بقیہ نمبر 41 bbox=[18, 746, 127, 756]
pharmacy-continued[interactable]: باقی صفحہ 2 بقیہ نمبر 50 bbox=[360, 1481, 434, 1501]
hospital-strap: رکن صوبائی اسمبلی میر رحمت صالح بلوچ کی جانب سے بھیجی گئی ادویات ہسپتال انتظامیہ کے حوالے bbox=[908, 1750, 1198, 1774]
tractor-body: احمد پور شرقیہ (نامہ نگار) رسائی کے موڑ کے قریب تیز رفتار ٹریکٹر ٹرالی نے موٹرسائیکل سواروں کو کچل دیا bbox=[169, 695, 427, 715]
iran-hajj-continued[interactable]: باقی صفحہ 3 بقیہ نمبر 20 bbox=[763, 692, 872, 702]
bar-election-photo-caption: انجمن ہائے مارکیٹس ملتان شہر کے الیکشن رانا اصغر، ملک طاہر ڈوگر صدارت کیلئے کاغذات جمع کرا رہے ہیں bbox=[456, 1476, 740, 1497]
medical-body: صحبت پور (محمد نواز کھوسہ سے) ایم پی اے ضلع صحبت پور و صوبائی وزیر برائے محکمہ تعمیرات و مواصلات بلوچستان میر سلیم خان کھوسہ کی ایس bbox=[916, 1582, 1190, 1602]
lasbela-headline[interactable]: لسبیلہ: صحافیوں کو موقف کے حصول میں مشکلات، انتظامی افسران کے رویے پر تشویش bbox=[4, 1102, 442, 1148]
bahawalpur-petrol-row bbox=[4, 1612, 442, 1850]
right-item[interactable] bbox=[1056, 469, 1198, 567]
sewerage-continued[interactable]: باقی صفحہ 3 بقیہ نمبر 19 bbox=[920, 862, 1028, 872]
bar-election-body: ملتان (جنرل رپورٹر) انجمن ہائے مارکیٹس ملتان شہر کے الیکشن رانا اصغر، ملک طاہر ڈوگر نے صدارت عبدالصمد ڈوگر اور شیخ منیر احمد نے بھی bbox=[603, 1294, 742, 1335]
portrait-photo bbox=[110, 1300, 158, 1382]
mahmood-photo bbox=[7, 1500, 293, 1576]
featured-continued[interactable]: باقی صفحہ 3 بقیہ نمبر 42 bbox=[167, 1073, 275, 1083]
bela-headline[interactable]: بیلہ: ٹمیاری تھانہ سندھ کو مطلوب اشتہاری مجرم گرفتار bbox=[455, 1105, 590, 1140]
tractor-continued[interactable]: باقی صفحہ 3 بقیہ نمبر 36 bbox=[244, 716, 352, 726]
bela-row bbox=[450, 1102, 746, 1404]
lasbela-strap-1: کسی بھی سرکاری افسر کو جواب دینے یا نہ دینے کا اختیار حاصل ہے مگر مکمل خاموشی اور رابطہ منقطع کرنا غیر پیشہ ورانہ رویہ ہے bbox=[5, 1150, 441, 1172]
majlis-story[interactable] bbox=[300, 1750, 442, 1850]
medicine-photo-box bbox=[908, 1617, 1198, 1697]
